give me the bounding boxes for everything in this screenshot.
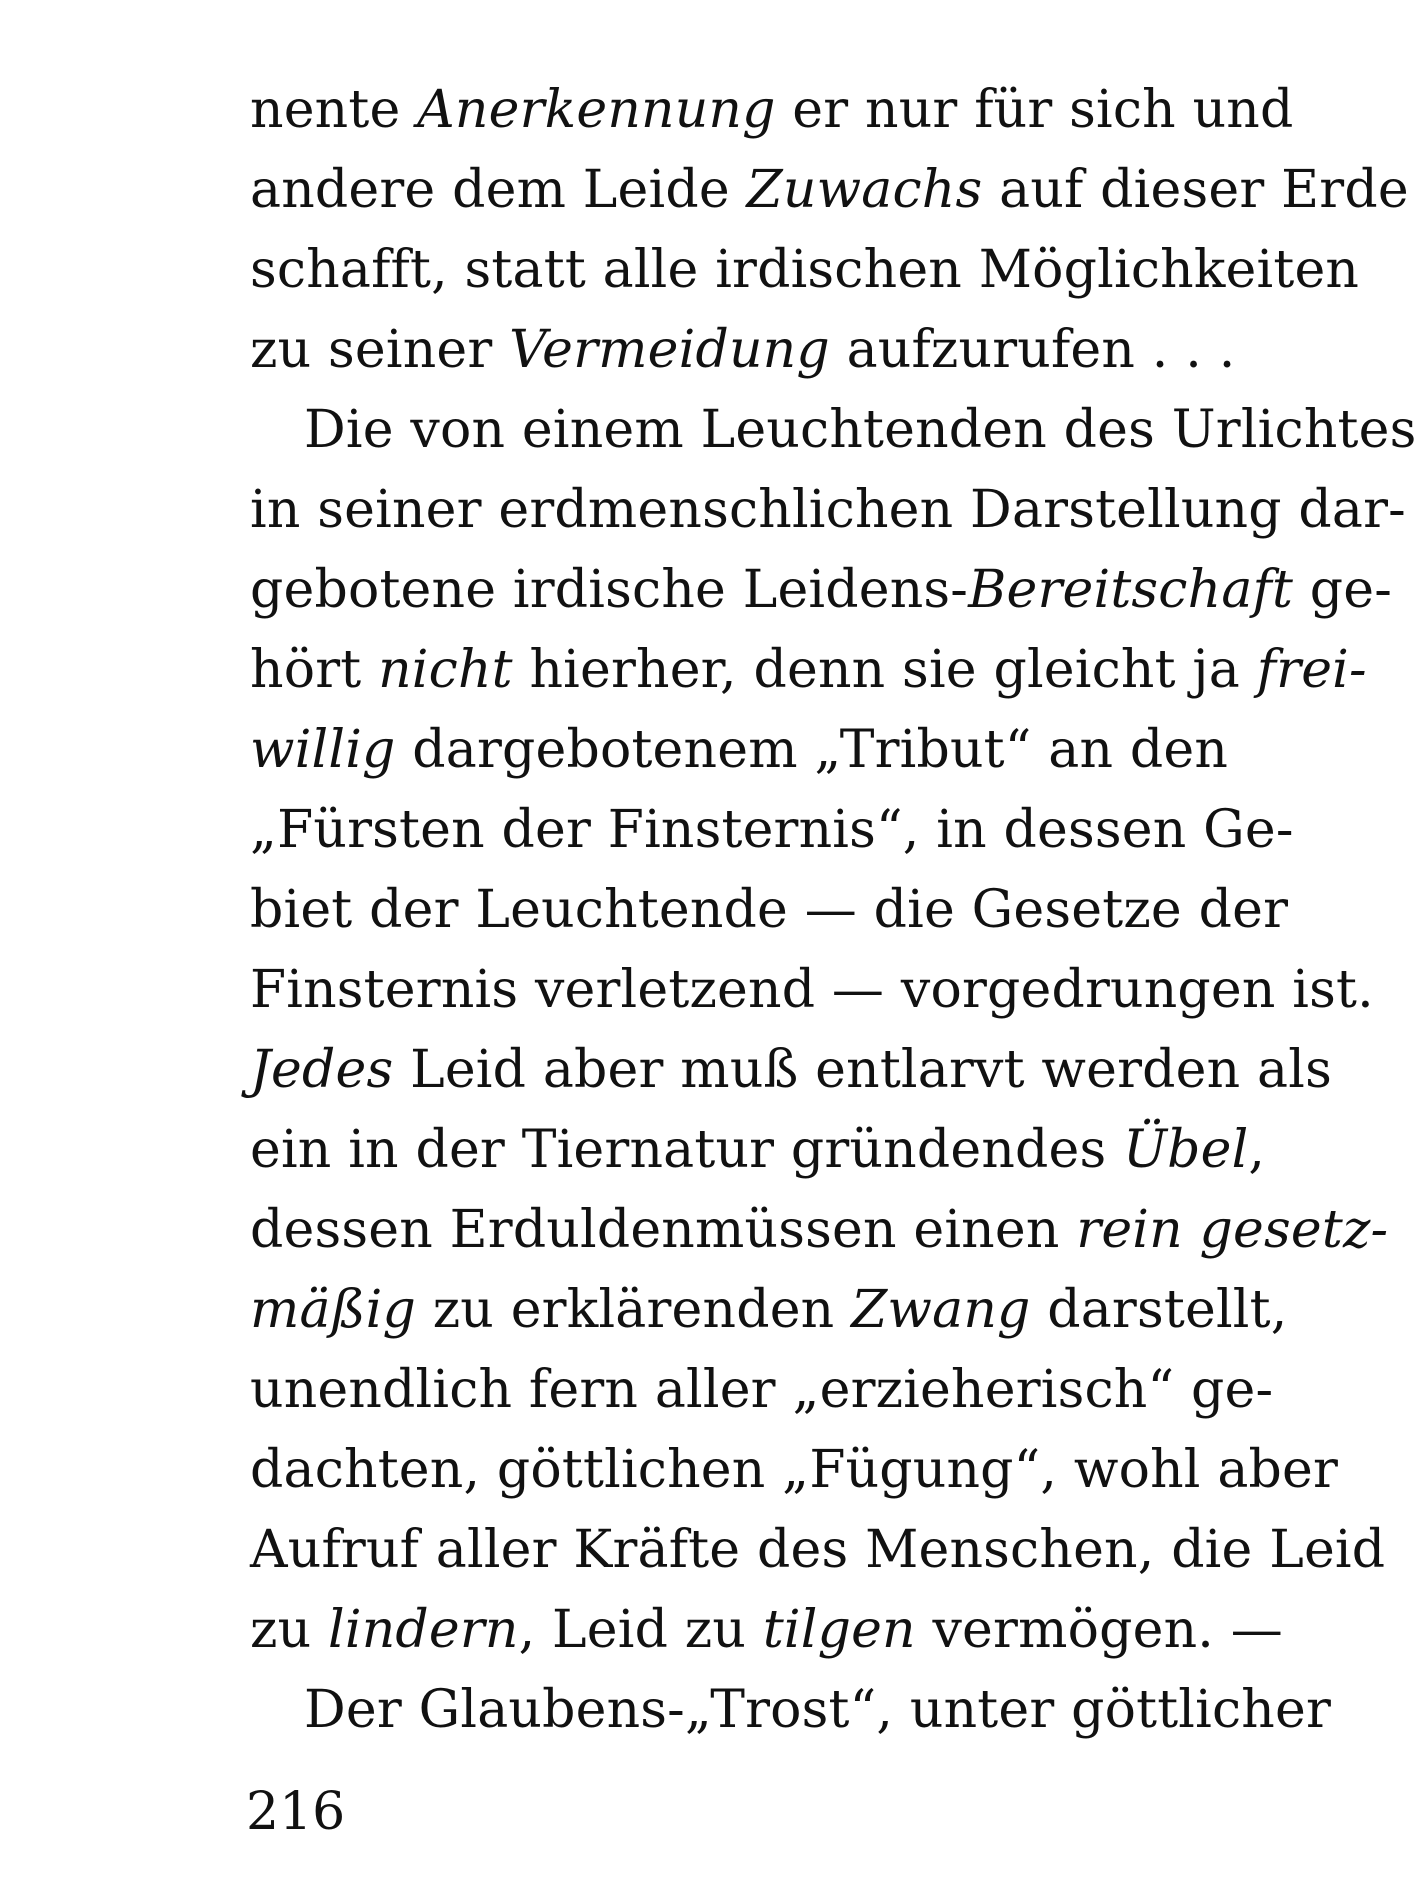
italic-text: Übel (1123, 1120, 1249, 1180)
text-line (250, 150, 1409, 230)
text-run: hierher, denn sie gleicht ja (512, 640, 1257, 700)
text-run: gebotene irdische Leidens- (250, 560, 969, 620)
text-run: hört (250, 640, 379, 700)
text-line (250, 790, 1294, 870)
text-run: zu seiner (250, 320, 510, 380)
text-run: andere dem Leide (250, 160, 747, 220)
text-run: schafft, statt alle irdischen Möglichkeiten (250, 240, 1360, 300)
text-run: Finsternis verletzend — vorgedrungen ist. (250, 960, 1374, 1020)
text-line (250, 710, 1229, 790)
text-line (250, 1430, 1339, 1510)
italic-text: mäßig (250, 1280, 416, 1340)
text-run: , (1248, 1120, 1266, 1180)
italic-text: Zwang (851, 1280, 1031, 1340)
text-run: Der Glaubens-„Trost“, unter göttlicher (304, 1680, 1332, 1740)
text-run: ein in der Tiernatur gründendes (250, 1120, 1124, 1180)
text-run: biet der Leuchtende — die Gesetze der (250, 880, 1289, 940)
text-run: nente (250, 80, 418, 140)
text-run: dachten, göttlichen „Fügung“, wohl aber (250, 1440, 1339, 1500)
body-text (250, 70, 1416, 1750)
italic-text: frei- (1256, 640, 1367, 700)
text-run: Die von einem Leuchtenden des Urlichtes (304, 400, 1416, 460)
text-line (250, 1190, 1389, 1270)
text-line (250, 310, 1236, 390)
text-run: aufzurufen . . . (829, 320, 1236, 380)
text-run: zu erklärenden (415, 1280, 852, 1340)
text-run: zu (250, 1600, 329, 1660)
text-run: unendlich fern aller „erzieherisch“ ge- (250, 1360, 1274, 1420)
text-line (250, 870, 1289, 950)
italic-text: rein gesetz- (1076, 1200, 1389, 1260)
italic-text: Vermeidung (509, 320, 830, 380)
text-line (250, 630, 1367, 710)
paragraph-first-line (250, 1670, 1332, 1750)
text-run: er nur für sich und (775, 80, 1294, 140)
text-line (250, 470, 1406, 550)
italic-text: Bereitschaft (968, 560, 1294, 620)
text-run: dargebotenem „Tribut“ an den (395, 720, 1229, 780)
text-line (250, 1350, 1274, 1430)
text-line (250, 1590, 1283, 1670)
italic-text: tilgen (762, 1600, 916, 1660)
italic-text: Jedes (250, 1040, 394, 1100)
italic-text: Anerkennung (417, 80, 776, 140)
text-run: ge- (1293, 560, 1393, 620)
italic-text: lindern (328, 1600, 519, 1660)
text-run: auf dieser Erde (982, 160, 1409, 220)
text-run: Aufruf aller Kräfte des Menschen, die Leid (250, 1520, 1386, 1580)
page-number: 216 (246, 1782, 346, 1842)
text-run: darstellt, (1030, 1280, 1288, 1340)
text-line (250, 230, 1360, 310)
paragraph-first-line (250, 390, 1416, 470)
text-line (250, 950, 1374, 1030)
italic-text: nicht (378, 640, 513, 700)
text-run: in seiner erdmenschlichen Darstellung dar- (250, 480, 1406, 540)
text-run: vermögen. — (915, 1600, 1283, 1660)
text-line (250, 1030, 1332, 1110)
italic-text: willig (250, 720, 396, 780)
text-run: , Leid zu (518, 1600, 763, 1660)
text-line (250, 70, 1294, 150)
text-run: Leid aber muß entlarvt werden als (393, 1040, 1332, 1100)
text-run: dessen Erduldenmüssen einen (250, 1200, 1077, 1260)
text-line (250, 550, 1393, 630)
text-line (250, 1510, 1386, 1590)
text-line (250, 1270, 1288, 1350)
text-run: „Fürsten der Finsternis“, in dessen Ge- (250, 800, 1294, 860)
italic-text: Zuwachs (746, 160, 983, 220)
text-line (250, 1110, 1266, 1190)
